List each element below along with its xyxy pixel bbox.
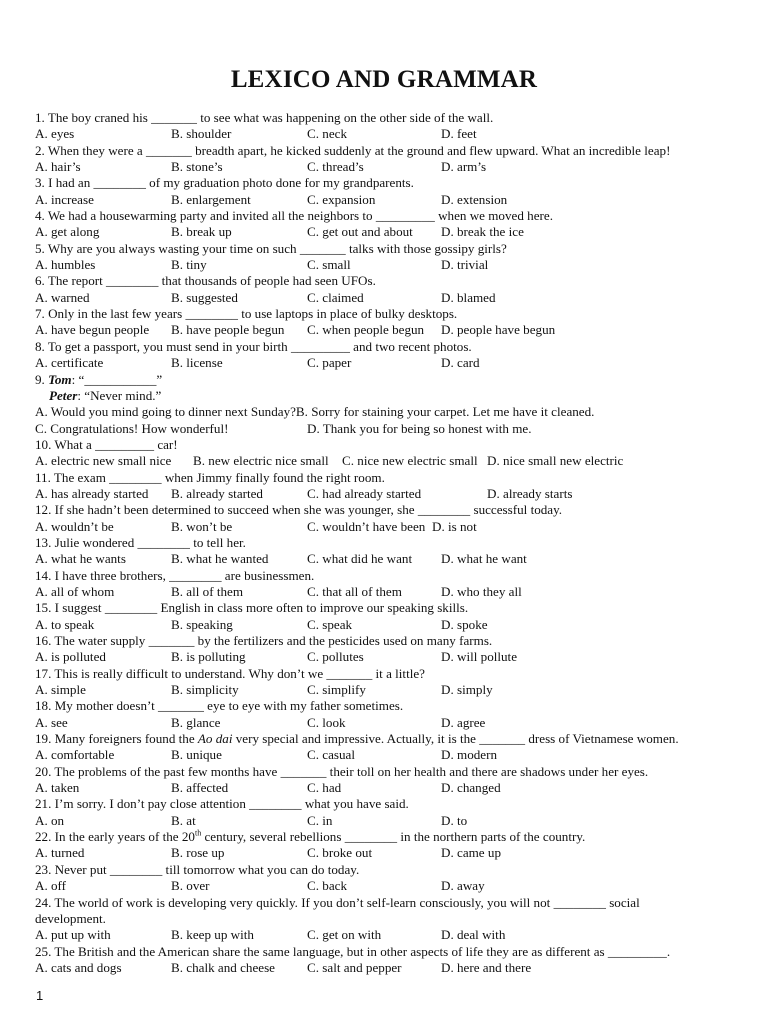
option-d: D. blamed [441, 289, 496, 305]
question-15-options [35, 617, 735, 633]
option-b: B. keep up with [171, 927, 254, 943]
option-a: A. increase [35, 191, 94, 207]
option-a: A. put up with [35, 927, 111, 943]
option-c: C. casual [307, 747, 355, 763]
question-9-peter-line [35, 388, 735, 404]
question-14-options [35, 584, 735, 600]
option-c: C. paper [307, 355, 352, 371]
option-b: B. shoulder [171, 126, 232, 142]
option-c: C. Congratulations! How wonderful! [35, 420, 229, 436]
option-d: D. nice small new electric [487, 453, 624, 469]
question-9-options-ab [35, 404, 735, 420]
question-10-stem: 10. What a _________ car! [35, 436, 178, 452]
question-6-stem: 6. The report ________ that thousands of people had seen UFOs. [35, 273, 376, 289]
question-9-options-cd [35, 421, 735, 437]
option-c: C. get on with [307, 927, 382, 943]
option-b: B. Sorry for staining your carpet. Let me have it cleaned. [295, 404, 595, 420]
option-a: A. hair’s [35, 159, 81, 175]
question-16-options [35, 649, 735, 665]
question-18-stem: 18. My mother doesn’t _______ eye to eye with my father sometimes. [35, 698, 404, 714]
question-4-stem: 4. We had a housewarming party and invited all the neighbors to _________ when we moved here. [35, 208, 553, 224]
option-b: B. at [171, 812, 196, 828]
option-a: A. taken [35, 780, 80, 796]
option-a: A. off [35, 878, 67, 894]
question-14-stem: 14. I have three brothers, ________ are businessmen. [35, 567, 315, 583]
option-a: A. electric new small nice [35, 453, 172, 469]
question-24-stem-cont: development. [35, 910, 106, 926]
option-d: D. people have begun [441, 322, 556, 338]
option-a: A. on [35, 812, 65, 828]
question-1-options [35, 126, 735, 142]
question-19-stem: 19. Many foreigners found the Ao dai very special and impressive. Actually, it is the _______ dress of Vietnamese women. [35, 731, 679, 747]
question-3-stem: 3. I had an ________ of my graduation photo done for my grandparents. [35, 175, 414, 191]
option-b: B. what he wanted [171, 551, 269, 567]
option-d: D. deal with [441, 927, 506, 943]
option-b: B. all of them [171, 583, 244, 599]
question-22-options [35, 845, 735, 861]
option-d: D. break the ice [441, 224, 524, 240]
option-d: D. extension [441, 191, 508, 207]
ao-dai-term: Ao dai [197, 731, 233, 747]
option-c: C. speak [307, 616, 353, 632]
option-a: A. what he wants [35, 551, 126, 567]
option-a: A. is polluted [35, 649, 106, 665]
peter-speech: : “Never mind.” [77, 387, 162, 403]
option-c: C. what did he want [307, 551, 413, 567]
option-b: B. unique [171, 747, 222, 763]
option-a: A. comfortable [35, 747, 115, 763]
option-b: B. suggested [171, 289, 238, 305]
question-24-options [35, 927, 735, 943]
question-22-stem: 22. In the early years of the 20th century, several rebellions ________ in the northern parts of the country. [35, 828, 586, 845]
question-15-stem: 15. I suggest ________ English in class more often to improve our speaking skills. [35, 600, 469, 616]
option-c: C. expansion [307, 191, 376, 207]
option-a: A. have begun people [35, 322, 150, 338]
question-8-stem: 8. To get a passport, you must send in your birth _________ and two recent photos. [35, 338, 472, 354]
option-c: C. wouldn’t have been [307, 518, 426, 534]
option-d: D. who they all [441, 583, 522, 599]
question-3-options [35, 192, 735, 208]
question-9-number: 9. [35, 371, 49, 387]
question-2-options [35, 159, 735, 175]
option-d: D. Thank you for being so honest with me. [307, 420, 532, 436]
option-c: C. get out and about [307, 224, 413, 240]
option-b: B. glance [171, 714, 221, 730]
question-23-stem: 23. Never put ________ till tomorrow what you can do today. [35, 861, 360, 877]
option-c: C. simplify [307, 682, 366, 698]
option-c: C. nice new electric small [342, 453, 478, 469]
option-d: D. changed [441, 780, 501, 796]
question-20-options [35, 780, 735, 796]
question-13-options [35, 551, 735, 567]
option-a: A. Would you mind going to dinner next Sunday?B. Sorry for staining your carpet. Let me have it cleaned. [35, 404, 595, 420]
tom-speech: : “___________” [71, 371, 163, 387]
speaker-tom: Tom [48, 371, 72, 387]
question-18-options [35, 715, 735, 731]
option-d: D. will pollute [441, 649, 518, 665]
option-a: A. turned [35, 845, 85, 861]
option-b: B. won’t be [171, 518, 233, 534]
option-a: A. humbles [35, 257, 96, 273]
question-7-options [35, 322, 735, 338]
option-c: C. pollutes [307, 649, 364, 665]
option-c: C. that all of them [307, 583, 402, 599]
option-c: C. back [307, 878, 347, 894]
question-19-options [35, 747, 735, 763]
option-c: C. in [307, 812, 333, 828]
page-number: 1 [36, 988, 44, 1003]
option-b: B. break up [171, 224, 232, 240]
option-b: B. chalk and cheese [171, 959, 275, 975]
option-d: D. simply [441, 682, 493, 698]
question-11-options [35, 486, 735, 502]
option-c: C. had [307, 780, 342, 796]
option-d: D. came up [441, 845, 501, 861]
option-d: D. away [441, 878, 485, 894]
option-a: A. see [35, 714, 68, 730]
option-a: A. cats and dogs [35, 959, 122, 975]
option-c: C. had already started [307, 485, 422, 501]
option-a: A. eyes [35, 126, 75, 142]
option-c: C. salt and pepper [307, 959, 402, 975]
question-21-stem: 21. I’m sorry. I don’t pay close attention ________ what you have said. [35, 796, 409, 812]
page-title: LEXICO AND GRAMMAR [230, 66, 538, 93]
question-25-options [35, 960, 735, 976]
option-a: A. simple [35, 682, 86, 698]
option-a: A. all of whom [35, 583, 115, 599]
question-23-options [35, 878, 735, 894]
speaker-peter: Peter [49, 387, 78, 403]
question-20-stem: 20. The problems of the past few months have _______ their toll on her health and there are shadows under her eyes. [35, 763, 649, 779]
question-9-tom-line [35, 372, 735, 388]
option-b: B. affected [171, 780, 229, 796]
option-b: B. over [171, 878, 210, 894]
option-d: D. spoke [441, 616, 488, 632]
option-c: C. look [307, 714, 346, 730]
option-a: A. certificate [35, 355, 104, 371]
ordinal-suffix: th [194, 828, 202, 838]
option-d: D. here and there [441, 959, 532, 975]
question-25-stem: 25. The British and the American share the same language, but in other aspects of life they are as different as _________. [35, 943, 671, 959]
option-b: B. enlargement [171, 191, 251, 207]
option-c: C. when people begun [307, 322, 425, 338]
question-8-options [35, 355, 735, 371]
question-17-options [35, 682, 735, 698]
option-c: C. claimed [307, 289, 364, 305]
option-a: A. to speak [35, 616, 95, 632]
option-d: D. arm’s [441, 159, 487, 175]
question-21-options [35, 813, 735, 829]
question-4-options [35, 224, 735, 240]
question-13-stem: 13. Julie wondered ________ to tell her. [35, 534, 246, 550]
question-6-options [35, 290, 735, 306]
option-a: A. wouldn’t be [35, 518, 114, 534]
option-a: A. get along [35, 224, 100, 240]
option-b: B. is polluting [171, 649, 246, 665]
question-17-stem: 17. This is really difficult to understand. Why don’t we _______ it a little? [35, 665, 425, 681]
question-2-stem: 2. When they were a _______ breadth apart, he kicked suddenly at the ground and flew upward. What an incredible leap! [35, 142, 671, 158]
question-1-stem: 1. The boy craned his _______ to see what was happening on the other side of the wall. [35, 110, 494, 125]
option-b: B. stone’s [171, 159, 223, 175]
option-d: D. agree [441, 714, 486, 730]
option-d: D. what he want [441, 551, 527, 567]
option-b: B. simplicity [171, 682, 239, 698]
option-d: D. card [441, 355, 480, 371]
question-12-options [35, 519, 735, 535]
option-d: D. modern [441, 747, 498, 763]
option-d: D. to [441, 812, 468, 828]
question-11-stem: 11. The exam ________ when Jimmy finally found the right room. [35, 469, 385, 485]
question-5-options [35, 257, 735, 273]
option-d: D. is not [432, 518, 477, 534]
option-c: C. small [307, 257, 351, 273]
question-12-stem: 12. If she hadn’t been determined to succeed when she was younger, she ________ successful today. [35, 502, 563, 518]
option-a: A. warned [35, 289, 90, 305]
option-c: C. thread’s [307, 159, 364, 175]
question-5-stem: 5. Why are you always wasting your time on such _______ talks with those gossipy girls? [35, 240, 507, 256]
option-c: C. broke out [307, 845, 373, 861]
option-b: B. already started [171, 485, 263, 501]
option-b: B. rose up [171, 845, 225, 861]
option-d: D. feet [441, 126, 477, 142]
option-b: B. new electric nice small [193, 453, 329, 469]
option-d: D. already starts [487, 485, 573, 501]
option-b: B. license [171, 355, 223, 371]
question-list [35, 110, 735, 976]
option-a: A. has already started [35, 485, 149, 501]
question-7-stem: 7. Only in the last few years ________ to use laptops in place of bulky desktops. [35, 306, 458, 322]
option-d: D. trivial [441, 257, 489, 273]
option-b: B. tiny [171, 257, 207, 273]
option-c: C. neck [307, 126, 347, 142]
option-b: B. speaking [171, 616, 233, 632]
question-16-stem: 16. The water supply _______ by the fertilizers and the pesticides used on many farms. [35, 633, 493, 648]
option-b: B. have people begun [171, 322, 285, 338]
question-24-stem: 24. The world of work is developing very quickly. If you don’t self-learn consciously, you will not ________ social [35, 894, 640, 910]
question-10-options [35, 453, 735, 469]
